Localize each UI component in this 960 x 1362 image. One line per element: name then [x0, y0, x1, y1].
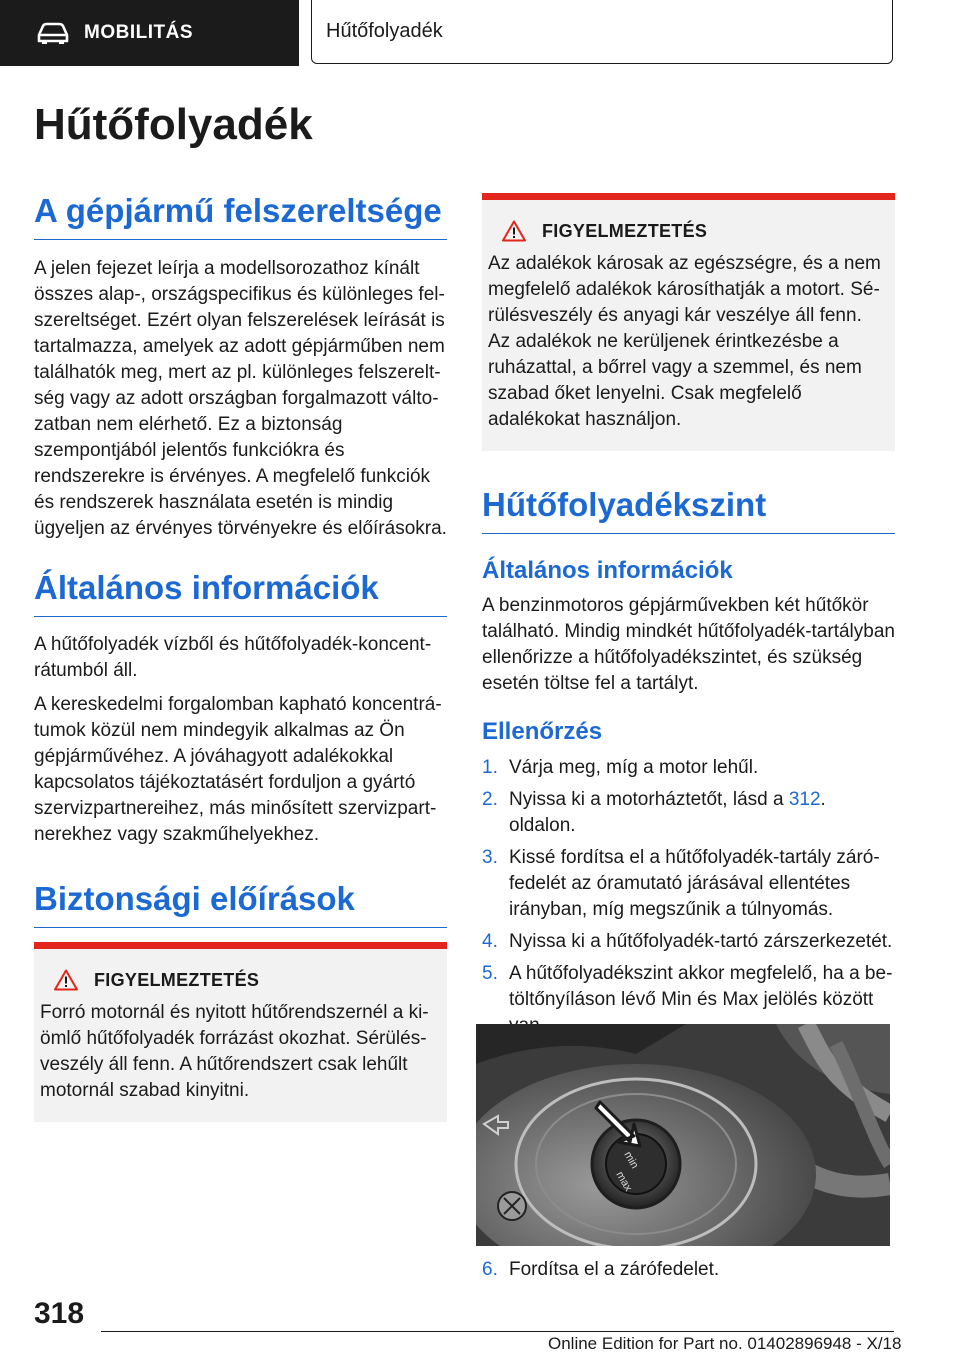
- step-number: 4.: [482, 931, 498, 952]
- page-title: Hűtőfolyadék: [34, 100, 313, 149]
- general-info-paragraph-1: A hűtőfolyadék vízből és hűtőfolyadék-koncentrátumból áll.: [34, 634, 432, 681]
- check-steps-continued: [482, 1257, 895, 1289]
- section-tab[interactable]: [311, 0, 893, 64]
- list-item: [482, 845, 895, 923]
- figure-label-max: max: [613, 1169, 635, 1194]
- step-text: A hűtőfolyadékszint akkor megfelelő, ha a betöltőnyíláson lévő Min és Max jelölés között: [509, 963, 893, 1010]
- equipment-heading: A gépjármű felszereltsége: [34, 192, 447, 240]
- list-item: [482, 929, 895, 955]
- step-text: Nyissa ki a hűtőfolyadék-tartó zárszerkezetét.: [509, 931, 893, 952]
- footer-rule: [101, 1331, 894, 1332]
- page-link[interactable]: 312: [788, 789, 821, 810]
- safety-heading: Biztonsági előírások: [34, 880, 447, 928]
- equipment-paragraph: A jelen fejezet leírja a modellsorozathoz kínált összes alap-, országspecifikus és különleges felszereltséget. Ezért olyan felszerelések leírását is tartalmazza, amelyek az adott gépjárműben nem találhatók meg, mert az pl. különleges felszereltség vagy az adott országban forgalmazott változatban nem elérhető. Ez a biztonság szempontjából jelentős funkciókra és rendszerekre is érvényes. A megfelelő funkciók és rendszerek használata esetén is mindig ügyeljen az érvényes törvényekre és előírásokra.: [34, 258, 447, 539]
- chapter-tab[interactable]: [0, 0, 299, 66]
- list-item: [482, 755, 895, 781]
- warning-title: FIGYELMEZTETÉS: [94, 969, 260, 990]
- step-text: Nyissa ki a motorháztetőt, lásd a: [509, 789, 789, 810]
- warning-header: [502, 220, 887, 242]
- step-text: . oldalon.: [509, 789, 826, 836]
- warning-text: Forró motornál és nyitott hűtőrendszernél a kiömlő hűtőfolyadék forrázást okozhat. Sérülésveszély áll fenn. A hűtőrendszert csak lehűlt motornál szabad kinyitni.: [40, 1002, 429, 1101]
- coolant-level-heading: Hűtőfolyadékszint: [482, 486, 895, 534]
- general-info-heading: Általános információk: [34, 569, 447, 617]
- warning-header: [54, 969, 439, 991]
- step-number: 5.: [482, 963, 498, 984]
- coolant-reservoir-image: [476, 1024, 890, 1246]
- step-text: Várja meg, míg a motor lehűl.: [509, 757, 759, 778]
- level-general-paragraph: A benzinmotoros gépjárművekben két hűtőkör található. Mindig mindkét hűtőfolyadék-tartályban ellenőrizze a hűtőfolyadékszintet, és szükség esetén töltse fel a tartályt.: [482, 595, 895, 694]
- warning-title: FIGYELMEZTETÉS: [542, 220, 708, 241]
- list-item: [482, 787, 895, 839]
- step-number: 1.: [482, 757, 498, 778]
- general-info-paragraph-2: A kereskedelmi forgalomban kapható koncentrátumok közül nem mindegyik alkalmas az Ön gépjárművéhez. A jóváhagyott adalékokkal kapcsolatos tájékoztatásért forduljon a gyártó szervizpartnereihez, más minősített szervizpartnerekhez vagy szakműhelyekhez.: [34, 694, 442, 845]
- step-number: 6.: [482, 1259, 498, 1280]
- chapter-label: MOBILITÁS: [84, 22, 193, 43]
- warning-text: Az adalékok károsak az egészségre, és a nem megfelelő adalékok károsíthatják a motort. Sérülésveszély és anyagi kár veszélye áll fenn. Az adalékok ne kerüljenek érintkezésbe a ruházattal, a bőrrel vagy a szemmel, és nem szabad őket lenyelni. Csak megfelelő adalékokat használjon.: [488, 253, 881, 430]
- car-icon: [36, 22, 70, 44]
- step-text: Fordítsa el a zárófedelet.: [509, 1259, 720, 1280]
- step-number: 2.: [482, 789, 498, 810]
- check-heading: Ellenőrzés: [482, 718, 603, 745]
- step-text: Kissé fordítsa el a hűtőfolyadék-tartály zárófedelét az óramutató járásával ellentétes irányban, míg megszűnik a túlnyomás.: [509, 847, 880, 920]
- warning-box: [482, 193, 895, 451]
- warning-box: [34, 942, 447, 1122]
- figure-label-min: min: [621, 1149, 641, 1171]
- edition-note: Online Edition for Part no. 01402896948 - X/18: [548, 1334, 902, 1353]
- check-steps: [482, 755, 895, 1045]
- warning-triangle-icon: [502, 220, 526, 242]
- list-item: [482, 1257, 895, 1283]
- section-label: Hűtőfolyadék: [326, 20, 443, 42]
- step-number: 3.: [482, 847, 498, 868]
- warning-triangle-icon: [54, 969, 78, 991]
- page-header: [0, 0, 960, 66]
- page-number: 318: [34, 1297, 85, 1330]
- level-general-heading: Általános információk: [482, 557, 733, 584]
